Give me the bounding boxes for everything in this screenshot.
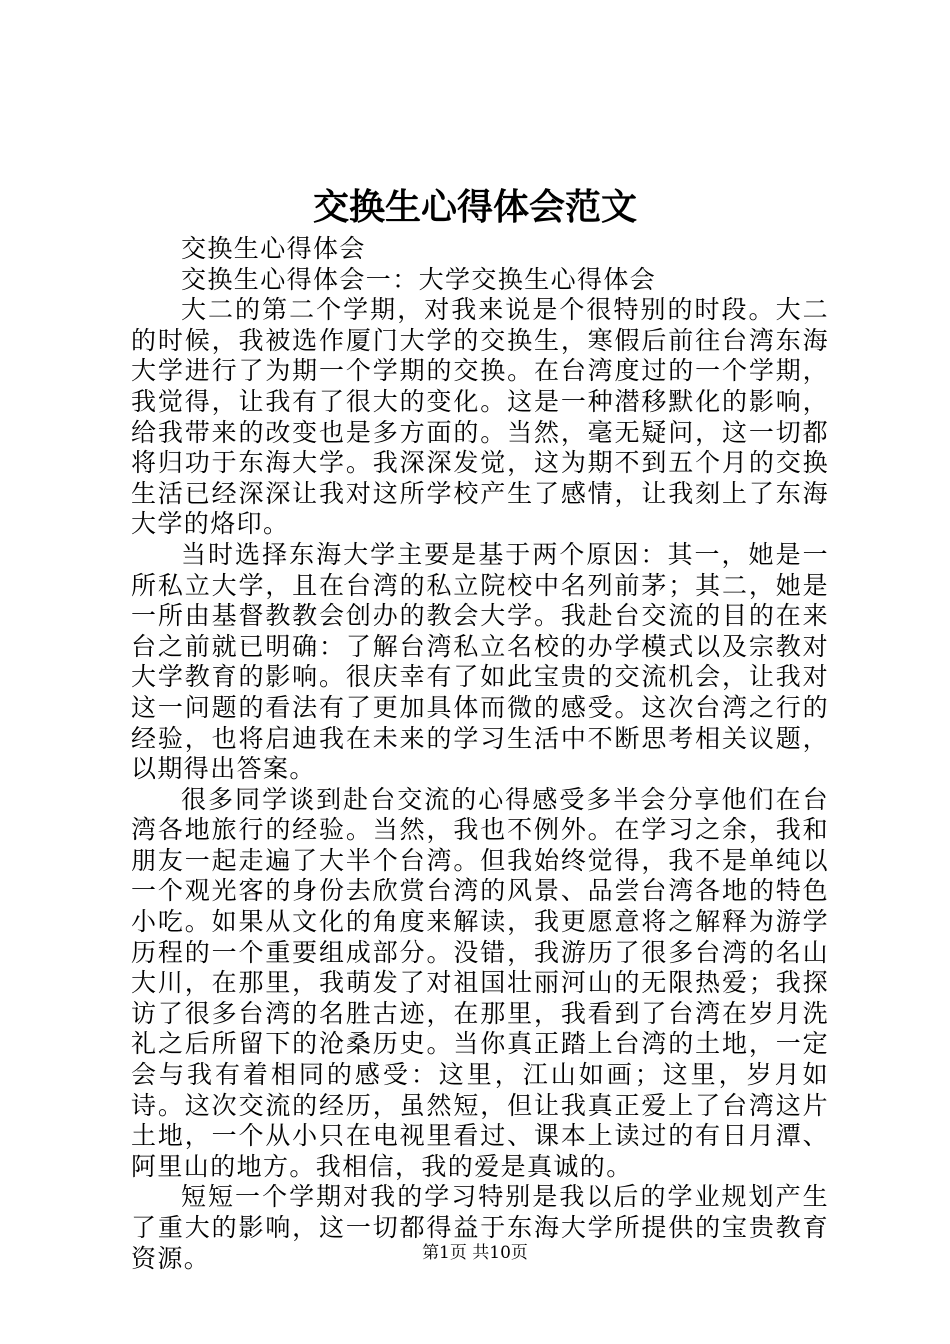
subtitle-line: 交换生心得体会 bbox=[181, 234, 366, 263]
section-heading: 交换生心得体会一：大学交换生心得体会 bbox=[181, 264, 657, 294]
body-paragraph-4: 短短一个学期对我的学习特别是我以后的学业规划产生了重大的影响，这一切都得益于东海大学所提供的宝贵教育资源。 bbox=[131, 1182, 829, 1273]
body-paragraph-2: 当时选择东海大学主要是基于两个原因：其一，她是一所私立大学，且在台湾的私立院校中名列前茅；其二，她是一所由基督教教会创办的教会大学。我赴台交流的目的在来台之前就已明确：了解台湾私立名校的办学模式以及宗教对大学教育的影响。很庆幸有了如此宝贵的交流机会，让我对这一问题的看法有了更加具体而微的感受。这次台湾之行的经验，也将启迪我在未来的学习生活中不断思考相关议题，以期得出答案。 bbox=[131, 539, 829, 784]
document-title: 交换生心得体会范文 bbox=[312, 186, 637, 228]
body-paragraph-1: 大二的第二个学期，对我来说是个很特别的时段。大二的时候，我被选作厦门大学的交换生，寒假后前往台湾东海大学进行了为期一个学期的交换。在台湾度过的一个学期，我觉得，让我有了很大的变化。这是一种潜移默化的影响，给我带来的改变也是多方面的。当然，毫无疑问，这一切都将归功于东海大学。我深深发觉，这为期不到五个月的交换生活已经深深让我对这所学校产生了感情，让我刻上了东海大学的烙印。 bbox=[131, 295, 829, 539]
body-paragraph-3: 很多同学谈到赴台交流的心得感受多半会分享他们在台湾各地旅行的经验。当然，我也不例外。在学习之余，我和朋友一起走遍了大半个台湾。但我始终觉得，我不是单纯以一个观光客的身份去欣赏台湾的风景、品尝台湾各地的特色小吃。如果从文化的角度来解读，我更愿意将之解释为游学历程的一个重要组成部分。没错，我游历了很多台湾的名山大川，在那里，我萌发了对祖国壮丽河山的无限热爱；我探访了很多台湾的名胜古迹，在那里，我看到了台湾在岁月洗礼之后所留下的沧桑历史。当你真正踏上台湾的土地，一定会与我有着相同的感受：这里，江山如画；这里，岁月如诗。这次交流的经历，虽然短，但让我真正爱上了台湾这片土地，一个从小只在电视里看过、课本上读过的有日月潭、阿里山的地方。我相信，我的爱是真诚的。 bbox=[131, 784, 829, 1181]
document-body bbox=[131, 234, 829, 1274]
page-number-footer: 第1页 共10页 bbox=[422, 1243, 528, 1263]
